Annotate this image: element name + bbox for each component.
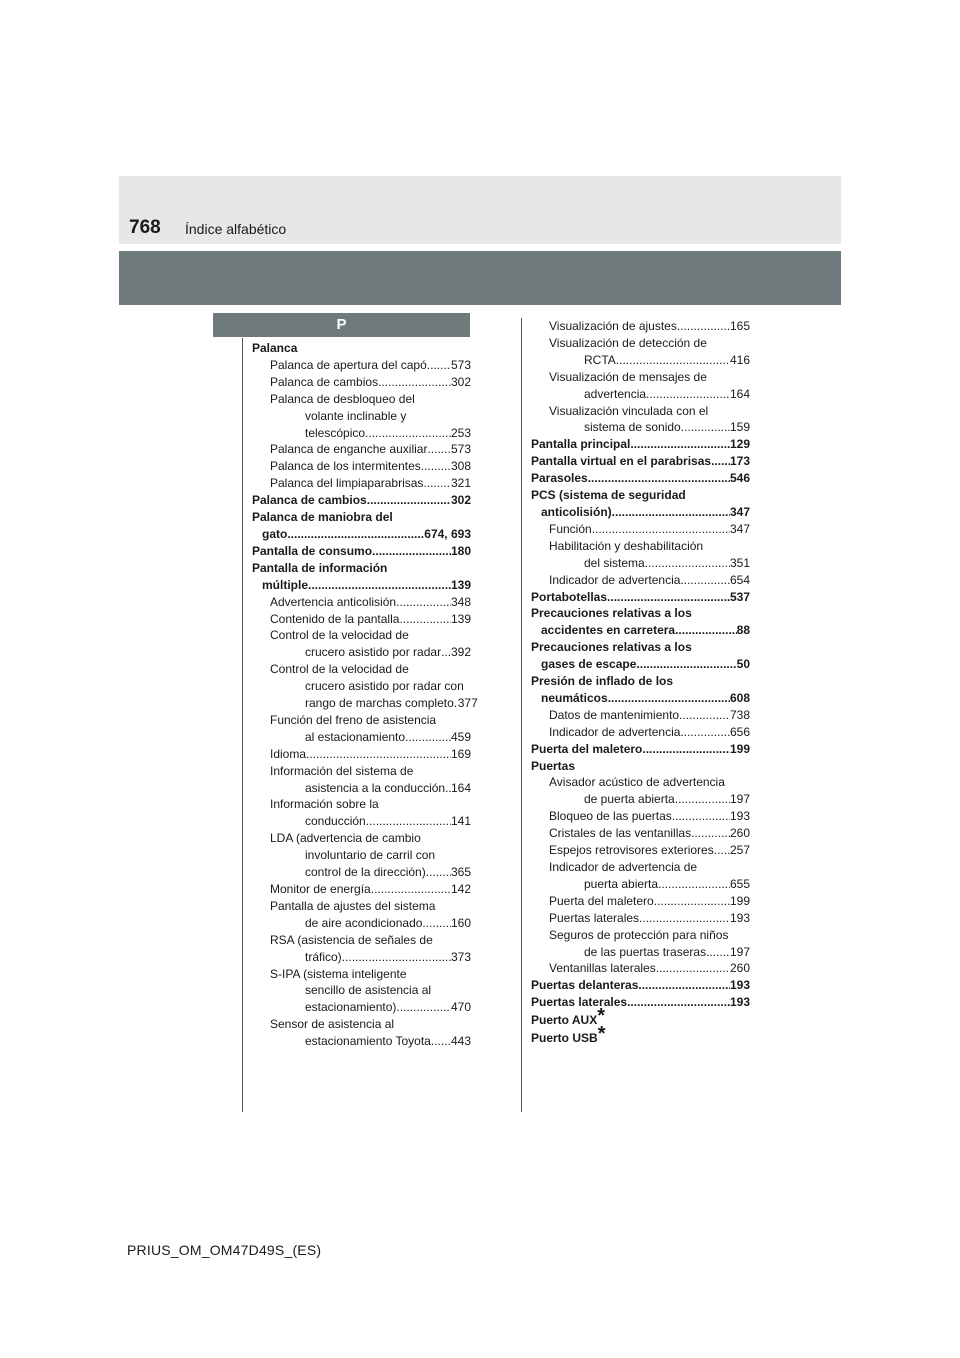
- dot-leader: [427, 441, 451, 458]
- index-entry-text: al estacionamiento: [305, 729, 406, 744]
- dot-leader: [675, 622, 737, 639]
- index-entry-text: Contenido de la pantalla: [270, 611, 400, 626]
- index-entry: [531, 369, 750, 403]
- index-page-number: 655: [729, 876, 750, 891]
- page-number: 768: [129, 217, 161, 238]
- index-entry-text: Indicador de advertencia: [549, 724, 681, 739]
- index-page-number: 197: [729, 944, 750, 959]
- index-page-number: 443: [450, 1034, 471, 1049]
- dot-leader: [636, 656, 736, 673]
- index-entry-text: Datos de mantenimiento: [549, 707, 680, 722]
- dot-leader: [378, 374, 451, 391]
- index-entry-text: Puerta del maletero: [531, 741, 643, 756]
- index-entry-text: Visualización vinculada con el: [549, 403, 709, 418]
- index-entry: [252, 509, 471, 543]
- index-page-number: 164: [729, 386, 750, 401]
- column-divider-right: [521, 318, 522, 1112]
- index-entry-text: Espejos retrovisores exteriores: [549, 843, 714, 858]
- index-entry: [252, 458, 471, 475]
- index-page-number: 302: [450, 374, 471, 389]
- index-entry: [252, 1016, 471, 1050]
- dot-leader: [680, 572, 730, 589]
- index-entry: [252, 475, 471, 492]
- index-entry-text: de las puertas traseras: [584, 944, 707, 959]
- dot-leader: [630, 436, 730, 453]
- index-page-number: 546: [729, 471, 750, 486]
- index-entry: [531, 960, 750, 977]
- dot-leader: [627, 994, 730, 1011]
- column-divider-left: [242, 338, 243, 1112]
- index-entry-text: Palanca de maniobra del: [252, 510, 393, 525]
- index-entry-text: volante inclinable y: [305, 408, 407, 423]
- index-entry-text: sistema de sonido: [584, 420, 681, 435]
- index-entry: [252, 898, 471, 932]
- index-entry-text: S-IPA (sistema inteligente: [270, 966, 407, 981]
- index-entry-text: crucero asistido por radar con: [305, 679, 464, 694]
- index-entry: [252, 594, 471, 611]
- index-entry-text: Información del sistema de: [270, 763, 414, 778]
- index-entry: [531, 741, 750, 758]
- dot-leader: [711, 453, 730, 470]
- index-entry-text: involuntario de carril con: [305, 848, 436, 863]
- index-entry-text: Puerta del maletero: [549, 893, 654, 908]
- dot-leader: [422, 915, 451, 932]
- index-entry: [531, 707, 750, 724]
- index-page-number: 193: [729, 995, 750, 1010]
- dot-leader: [367, 492, 451, 509]
- index-entry: [531, 589, 750, 606]
- index-entry: [252, 796, 471, 830]
- index-page-number: 164: [450, 780, 471, 795]
- dot-leader: [616, 352, 730, 369]
- dot-leader: [399, 611, 451, 628]
- index-entry-text: Palanca de apertura del capó: [270, 357, 427, 372]
- index-entry-text: Pantalla de ajustes del sistema: [270, 898, 436, 913]
- index-entry-text: Puertas: [531, 758, 576, 773]
- index-entry: [252, 543, 471, 560]
- dot-leader: [691, 825, 730, 842]
- header-band: [119, 251, 841, 305]
- index-entry-text: de aire acondicionado: [305, 915, 423, 930]
- index-entry: [252, 661, 478, 712]
- footnote-asterisk: *: [597, 1005, 606, 1028]
- index-entry-text: Control de la velocidad de: [270, 628, 409, 643]
- index-entry-text: Habilitación y deshabilitación: [549, 538, 704, 553]
- index-page-number: 129: [729, 437, 750, 452]
- index-entry: [252, 441, 471, 458]
- index-entry: [531, 758, 750, 775]
- dot-leader: [423, 475, 451, 492]
- dot-leader: [426, 864, 451, 881]
- index-page-number: 377: [457, 696, 478, 711]
- index-page-number: 260: [729, 961, 750, 976]
- index-page-number: 257: [729, 843, 750, 858]
- index-entry-text: Avisador acústico de advertencia: [549, 775, 725, 790]
- index-entry: [252, 391, 471, 442]
- index-page-number: 674, 693: [424, 526, 471, 541]
- index-entry-text: advertencia: [584, 386, 647, 401]
- index-entry-text: Parasoles: [531, 471, 588, 486]
- index-entry: [252, 830, 471, 881]
- index-entry-text: Pantalla de consumo: [252, 543, 373, 558]
- index-entry-text: estacionamiento): [305, 1000, 397, 1015]
- index-entry-text: Sensor de asistencia al: [270, 1017, 395, 1032]
- index-entry-text: tráfico): [305, 949, 342, 964]
- index-entry-text: Función: [549, 521, 592, 536]
- index-entry-text: puerta abierta: [584, 876, 659, 891]
- index-page-number: 308: [450, 459, 471, 474]
- page-title: Índice alfabético: [185, 221, 287, 237]
- index-entry-text: Portabotellas: [531, 589, 608, 604]
- index-entry: [531, 335, 750, 369]
- document-code-footer: PRIUS_OM_OM47D49S_(ES): [127, 1242, 322, 1258]
- index-entry: [531, 605, 750, 639]
- index-entry-text: RCTA: [584, 352, 616, 367]
- index-page-number: 392: [450, 645, 471, 660]
- index-column-right: [531, 318, 750, 1047]
- section-letter-tab: P: [213, 313, 470, 337]
- index-entry-text: sencillo de asistencia al: [305, 983, 432, 998]
- index-page-number: 180: [450, 543, 471, 558]
- index-entry-text: gato: [262, 526, 288, 541]
- index-page-number: 165: [729, 319, 750, 333]
- index-page-number: 197: [729, 792, 750, 807]
- index-entry: [252, 881, 471, 898]
- index-entry: [531, 436, 750, 453]
- index-entry-text: Palanca de enganche auxiliar: [270, 442, 428, 457]
- dot-leader: [675, 791, 730, 808]
- index-entry: [252, 746, 471, 763]
- index-entry-text: Palanca de desbloqueo del: [270, 391, 415, 406]
- index-entry-text: Información sobre la: [270, 797, 379, 812]
- index-entry-text: neumáticos: [541, 690, 608, 705]
- index-page-number: 373: [450, 949, 471, 964]
- dot-leader: [342, 949, 451, 966]
- dot-leader: [681, 419, 730, 436]
- index-page-number: 365: [450, 865, 471, 880]
- index-entry-text: Función del freno de asistencia: [270, 712, 437, 727]
- index-entry-text: crucero asistido por radar: [305, 645, 442, 660]
- dot-leader: [638, 977, 730, 994]
- index-entry: [531, 470, 750, 487]
- index-entry-text: Indicador de advertencia de: [549, 860, 698, 874]
- dot-leader: [396, 999, 451, 1016]
- dot-leader: [365, 425, 451, 442]
- index-entry: [252, 492, 471, 509]
- dot-leader: [372, 543, 451, 560]
- index-page-number: 470: [450, 1000, 471, 1015]
- dot-leader: [642, 741, 730, 758]
- index-page-number: 159: [729, 420, 750, 435]
- index-entry: [531, 572, 750, 589]
- index-entry-text: telescópico: [305, 425, 366, 440]
- index-entry: [252, 763, 471, 797]
- dot-leader: [441, 644, 451, 661]
- dot-leader: [421, 458, 451, 475]
- index-entry-text: Pantalla de información: [252, 560, 388, 575]
- index-page-number: 169: [450, 746, 471, 761]
- index-page-number: 139: [450, 577, 471, 592]
- index-entry-text: LDA (advertencia de cambio: [270, 831, 421, 846]
- index-entry: [252, 611, 471, 628]
- index-entry: [531, 403, 750, 437]
- index-entry-text: gases de escape: [541, 657, 637, 672]
- index-entry-text: anticolisión): [541, 504, 612, 519]
- index-page-number: 199: [729, 893, 750, 908]
- index-entry: [252, 374, 471, 391]
- index-page-number: 173: [729, 454, 750, 469]
- footnote-asterisk: *: [597, 1023, 606, 1046]
- index-entry-text: Idioma: [270, 746, 307, 761]
- index-entry: [252, 560, 471, 594]
- index-entry-text: Puerto USB: [531, 1031, 598, 1046]
- index-entry-text: Cristales de las ventanillas: [549, 826, 692, 841]
- index-entry-text: Palanca de los intermitentes: [270, 459, 421, 474]
- index-entry-text: de puerta abierta: [584, 792, 675, 807]
- dot-leader: [680, 724, 730, 741]
- page-header: [119, 176, 841, 244]
- index-entry: [531, 893, 750, 910]
- index-entry-text: Pantalla principal: [531, 437, 631, 452]
- index-entry: [531, 910, 750, 927]
- index-entry: [531, 318, 750, 335]
- index-page-number: 199: [729, 741, 750, 756]
- dot-leader: [612, 504, 730, 521]
- index-entry: [531, 825, 750, 842]
- index-entry: [252, 966, 471, 1017]
- index-page-number: 50: [736, 657, 750, 672]
- dot-leader: [706, 944, 730, 961]
- index-entry-text: Control de la velocidad de: [270, 662, 409, 677]
- index-page-number: 302: [450, 493, 471, 508]
- index-page-number: 416: [729, 352, 750, 367]
- index-page-number: 193: [729, 910, 750, 925]
- dot-leader: [366, 813, 451, 830]
- index-entry-text: Pantalla virtual en el parabrisas: [531, 454, 712, 469]
- index-entry-text: Advertencia anticolisión: [270, 594, 397, 609]
- index-page-number: 193: [729, 978, 750, 993]
- index-entry-text: estacionamiento Toyota: [305, 1034, 431, 1049]
- index-page-number: 160: [450, 915, 471, 930]
- index-entry-text: asistencia a la conducción: [305, 780, 446, 795]
- dot-leader: [654, 893, 730, 910]
- dot-leader: [396, 594, 451, 611]
- index-entry-text: rango de marchas completo: [305, 696, 454, 711]
- index-entry: [531, 774, 750, 808]
- index-entry-text: Puertas laterales: [549, 910, 640, 925]
- index-entry-text: Indicador de advertencia: [549, 572, 681, 587]
- dot-leader: [639, 910, 730, 927]
- index-entry: [531, 842, 750, 859]
- index-page-number: 351: [729, 555, 750, 570]
- index-entry: [531, 1023, 750, 1047]
- index-page-number: 88: [736, 623, 750, 638]
- index-entry-text: PCS (sistema de seguridad: [531, 488, 686, 503]
- dot-leader: [306, 746, 451, 763]
- index-entry: [531, 487, 750, 521]
- dot-leader: [645, 555, 730, 572]
- dot-leader: [672, 808, 730, 825]
- index-entry-text: Palanca del limpiaparabrisas: [270, 476, 424, 491]
- index-entry-text: múltiple: [262, 577, 309, 592]
- index-entry-text: conducción: [305, 814, 366, 829]
- index-entry-text: Puerto AUX: [531, 1013, 598, 1028]
- index-page-number: 573: [450, 442, 471, 457]
- index-entry: [531, 639, 750, 673]
- index-entry-text: Monitor de energía: [270, 882, 371, 896]
- index-page-number: 321: [450, 476, 471, 491]
- index-entry-text: del sistema: [584, 555, 645, 570]
- index-entry-text: Puertas delanteras: [531, 978, 639, 993]
- index-entry-text: Visualización de ajustes: [549, 319, 677, 333]
- index-entry: [252, 627, 471, 661]
- index-page-number: 142: [450, 882, 471, 896]
- dot-leader: [592, 521, 730, 538]
- index-entry: [252, 712, 471, 746]
- index-entry: [531, 724, 750, 741]
- index-entry: [531, 977, 750, 994]
- index-page-number: 139: [450, 611, 471, 626]
- index-page-number: 347: [729, 521, 750, 536]
- index-entry-text: Bloqueo de las puertas: [549, 809, 672, 824]
- index-entry-text: Seguros de protección para niños: [549, 927, 729, 942]
- index-entry: [531, 859, 750, 893]
- index-entry-text: Palanca de cambios: [252, 493, 367, 508]
- dot-leader: [588, 470, 730, 487]
- index-entry-text: RSA (asistencia de señales de: [270, 932, 433, 947]
- index-entry: [531, 927, 750, 961]
- index-entry-text: Precauciones relativas a los: [531, 606, 692, 621]
- index-page-number: 260: [729, 826, 750, 841]
- index-entry-text: Visualización de detección de: [549, 335, 707, 350]
- index-entry-text: Palanca de cambios: [270, 374, 379, 389]
- index-entry: [531, 538, 750, 572]
- index-entry-text: Palanca: [252, 341, 298, 355]
- index-entry-text: control de la dirección): [305, 865, 426, 880]
- dot-leader: [714, 842, 730, 859]
- index-entry-text: accidentes en carretera: [541, 623, 676, 638]
- dot-leader: [431, 1033, 451, 1050]
- index-entry: [531, 994, 750, 1011]
- dot-leader: [677, 318, 730, 335]
- index-page-number: 253: [450, 425, 471, 440]
- index-page-number: 738: [729, 707, 750, 722]
- index-entry: [531, 521, 750, 538]
- index-entry: [531, 808, 750, 825]
- index-entry-text: Presión de inflado de los: [531, 674, 674, 689]
- index-entry: [531, 453, 750, 470]
- index-entry: [252, 357, 471, 374]
- dot-leader: [427, 357, 451, 374]
- index-entry-text: Puertas laterales: [531, 995, 628, 1010]
- index-entry-text: Ventanillas laterales: [549, 961, 656, 976]
- dot-leader: [308, 577, 451, 594]
- index-entry: [252, 340, 471, 357]
- index-page-number: 141: [450, 814, 471, 829]
- dot-leader: [371, 881, 451, 898]
- index-entry: [252, 932, 471, 966]
- index-entry-text: Precauciones relativas a los: [531, 640, 692, 655]
- index-page-number: 459: [450, 729, 471, 744]
- index-page-number: 537: [729, 589, 750, 604]
- index-page-number: 347: [729, 504, 750, 519]
- dot-leader: [679, 707, 730, 724]
- dot-leader: [658, 876, 730, 893]
- index-page-number: 348: [450, 594, 471, 609]
- index-page-number: 608: [729, 690, 750, 705]
- dot-leader: [608, 690, 730, 707]
- dot-leader: [287, 526, 424, 543]
- index-entry: [531, 673, 750, 707]
- index-page-number: 656: [729, 724, 750, 739]
- dot-leader: [646, 386, 730, 403]
- index-entry: [531, 1005, 750, 1029]
- index-column-left: [252, 340, 478, 1050]
- index-entry-text: Visualización de mensajes de: [549, 369, 707, 384]
- index-page-number: 573: [450, 357, 471, 372]
- dot-leader: [656, 960, 730, 977]
- dot-leader: [607, 589, 730, 606]
- dot-leader: [405, 729, 451, 746]
- index-page-number: 193: [729, 809, 750, 824]
- index-page-number: 654: [729, 572, 750, 587]
